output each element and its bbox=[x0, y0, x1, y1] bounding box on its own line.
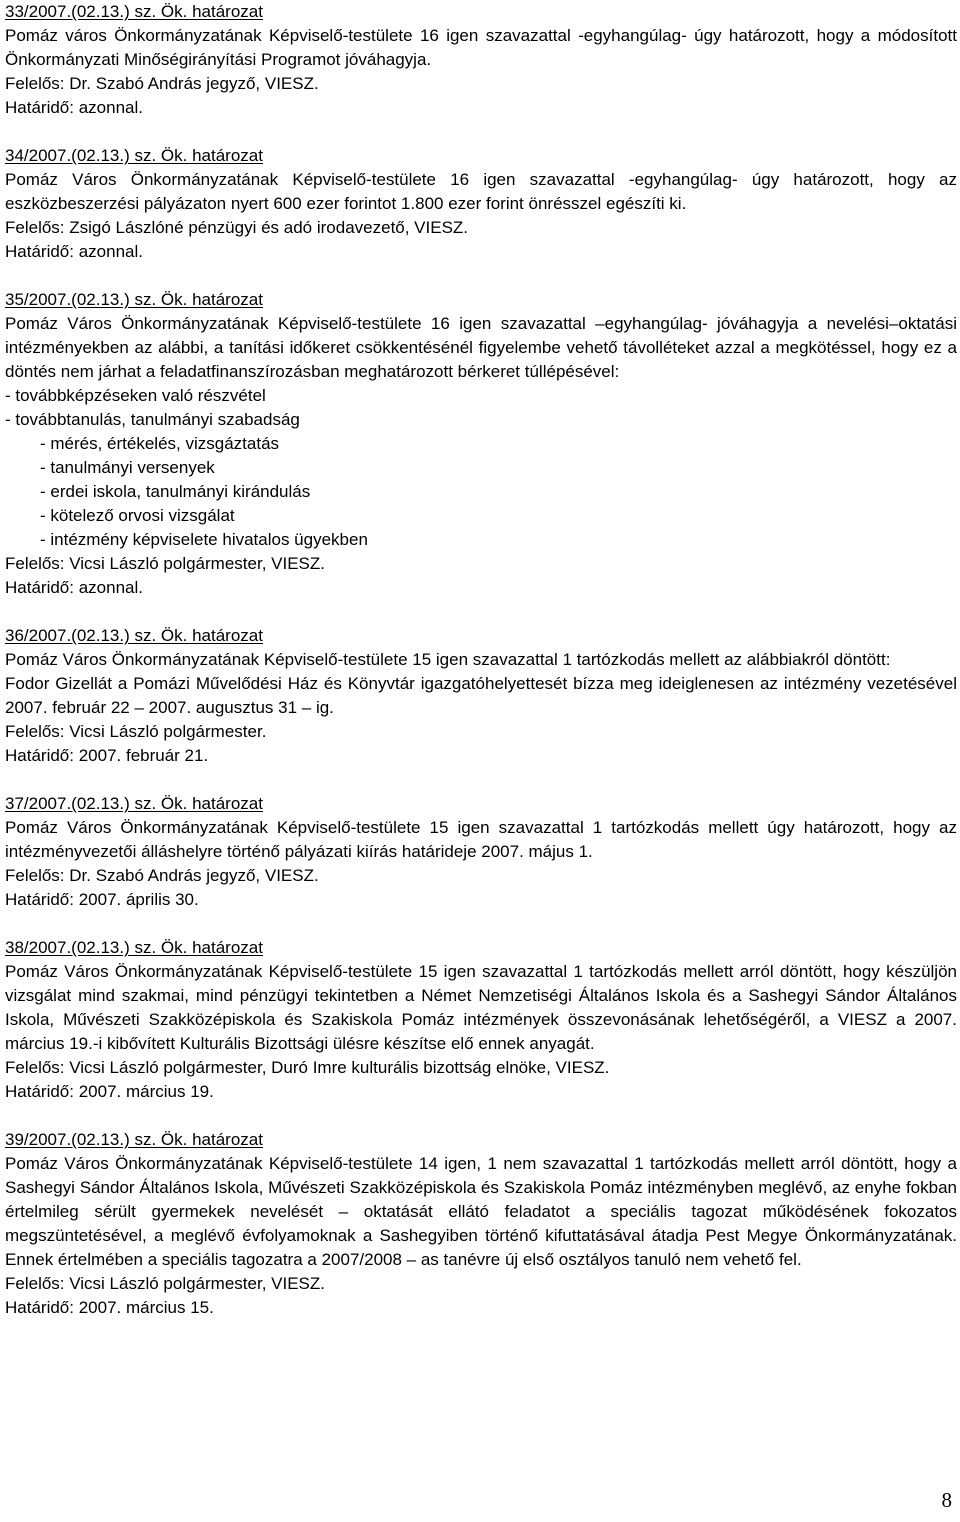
resolution-title: 34/2007.(02.13.) sz. Ök. határozat bbox=[5, 146, 263, 165]
resolution-body: Pomáz Város Önkormányzatának Képviselő-testülete 16 igen szavazattal –egyhangúlag- jóváhagyja a nevelési–oktatási intézményekben az alábbi, a tanítási időkeret csökkentésénél figyelembe vehető távolléteket azzal a megkötéssel, hogy ez a döntés nem járhat a feladatfinanszírozásban meghatározott bérkeret túllépésével: bbox=[5, 314, 957, 381]
responsible-line: Felelős: Vicsi László polgármester, Duró Imre kulturális bizottság elnöke, VIESZ. bbox=[5, 1058, 610, 1077]
resolution-body: Pomáz város Önkormányzatának Képviselő-testülete 16 igen szavazattal -egyhangúlag- úgy határozott, hogy a módosított Önkormányzati Minőségirányítási Programot jóváhagyja. bbox=[5, 26, 957, 69]
resolution-37 bbox=[5, 792, 957, 912]
resolution-39 bbox=[5, 1128, 957, 1320]
resolution-33 bbox=[5, 0, 957, 120]
deadline-line: Határidő: 2007. április 30. bbox=[5, 890, 199, 909]
resolution-title: 39/2007.(02.13.) sz. Ök. határozat bbox=[5, 1130, 263, 1149]
deadline-line: Határidő: azonnal. bbox=[5, 242, 143, 261]
responsible-line: Felelős: Vicsi László polgármester, VIESZ. bbox=[5, 1274, 325, 1293]
responsible-line: Felelős: Dr. Szabó András jegyző, VIESZ. bbox=[5, 74, 319, 93]
deadline-line: Határidő: 2007. március 15. bbox=[5, 1298, 214, 1317]
deadline-line: Határidő: 2007. március 19. bbox=[5, 1082, 214, 1101]
sublist-item: - mérés, értékelés, vizsgáztatás bbox=[40, 434, 280, 453]
resolution-body: Pomáz Város Önkormányzatának Képviselő-testülete 16 igen szavazattal -egyhangúlag- úgy határozott, hogy az eszközbeszerzési pályázaton nyert 600 ezer forintot 1.800 ezer forint önrésszel egészíti ki. bbox=[5, 170, 957, 213]
responsible-line: Felelős: Vicsi László polgármester, VIESZ. bbox=[5, 554, 325, 573]
resolution-34 bbox=[5, 144, 957, 264]
resolution-title: 38/2007.(02.13.) sz. Ök. határozat bbox=[5, 938, 263, 957]
list-item: - továbbtanulás, tanulmányi szabadság bbox=[5, 410, 300, 429]
resolution-title: 33/2007.(02.13.) sz. Ök. határozat bbox=[5, 2, 263, 21]
sublist-item: - kötelező orvosi vizsgálat bbox=[40, 506, 235, 525]
deadline-line: Határidő: azonnal. bbox=[5, 578, 143, 597]
responsible-line: Felelős: Zsigó Lászlóné pénzügyi és adó irodavezető, VIESZ. bbox=[5, 218, 469, 237]
resolution-title: 36/2007.(02.13.) sz. Ök. határozat bbox=[5, 626, 263, 645]
resolution-38 bbox=[5, 936, 957, 1104]
deadline-line: Határidő: 2007. február 21. bbox=[5, 746, 209, 765]
deadline-line: Határidő: azonnal. bbox=[5, 98, 143, 117]
list-item: - továbbképzéseken való részvétel bbox=[5, 386, 266, 405]
resolution-35 bbox=[5, 288, 957, 600]
resolution-body: Pomáz Város Önkormányzatának Képviselő-testülete 15 igen szavazattal 1 tartózkodás mellett úgy határozott, hogy az intézményvezetői álláshelyre történő pályázati kiírás határideje 2007. május 1. bbox=[5, 818, 957, 861]
resolution-body-continued: Fodor Gizellát a Pomázi Művelődési Ház és Könyvtár igazgatóhelyettesét bízza meg ideiglenesen az intézmény vezetésével 2007. február 22 – 2007. augusztus 31 – ig. bbox=[5, 674, 957, 717]
resolution-title: 35/2007.(02.13.) sz. Ök. határozat bbox=[5, 290, 263, 309]
resolution-body: Pomáz Város Önkormányzatának Képviselő-testülete 15 igen szavazattal 1 tartózkodás mellett az alábbiakról döntött: bbox=[5, 650, 891, 669]
sublist-item: - tanulmányi versenyek bbox=[40, 458, 215, 477]
sublist-item: - intézmény képviselete hivatalos ügyekben bbox=[40, 530, 368, 549]
page-number: 8 bbox=[941, 1488, 952, 1512]
resolution-title: 37/2007.(02.13.) sz. Ök. határozat bbox=[5, 794, 263, 813]
sublist-item: - erdei iskola, tanulmányi kirándulás bbox=[40, 482, 311, 501]
responsible-line: Felelős: Vicsi László polgármester. bbox=[5, 722, 267, 741]
resolution-body: Pomáz Város Önkormányzatának Képviselő-testülete 15 igen szavazattal 1 tartózkodás mellett arról döntött, hogy készüljön vizsgálat mind szakmai, mind pénzügyi tekintetben a Német Nemzetiségi Általános Iskola és a Sashegyi Sándor Általános Iskola, Művészeti Szakközépiskola és Szakiskola Pomáz intézmények összevonásának lehetőségéről, a VIESZ a 2007. március 19.-i kibővített Kulturális Bizottsági ülésre készítse elő ennek anyagát. bbox=[5, 962, 957, 1053]
responsible-line: Felelős: Dr. Szabó András jegyző, VIESZ. bbox=[5, 866, 319, 885]
resolution-body: Pomáz Város Önkormányzatának Képviselő-testülete 14 igen, 1 nem szavazattal 1 tartózkodás mellett arról döntött, hogy a Sashegyi Sándor Általános Iskola, Művészeti Szakközépiskola és Szakiskola Pomáz intézményben meglévő, az enyhe fokban értelmileg sérült gyermekek nevelését – oktatását ellátó feladatot a speciális tagozat működésének fokozatos megszüntetésével, a meglévő évfolyamoknak a Sashegyiben történő kifuttatásával átadja Pest Megye Önkormányzatának. Ennek értelmében a speciális tagozatra a 2007/2008 – as tanévre új első osztályos tanuló nem vehető fel. bbox=[5, 1154, 957, 1269]
document-page bbox=[5, 0, 957, 1344]
resolution-36 bbox=[5, 624, 957, 768]
